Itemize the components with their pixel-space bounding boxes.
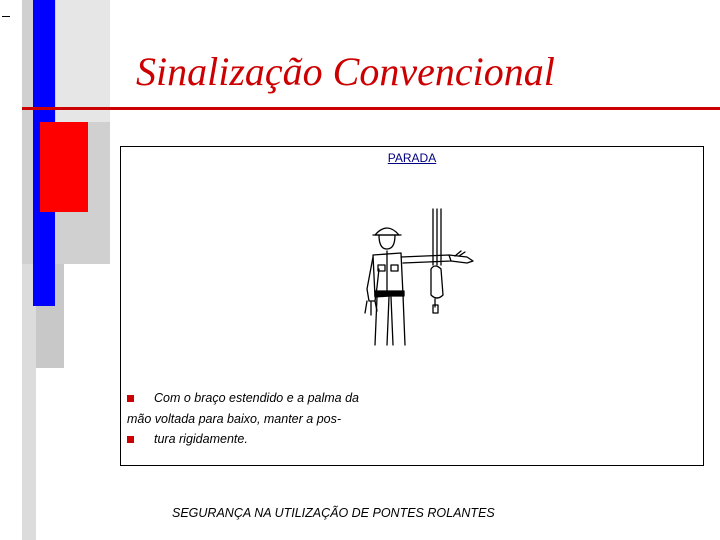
description-line-2: mão voltada para baixo, manter a pos- <box>127 412 342 426</box>
title-underline <box>22 107 720 110</box>
footer-text: SEGURANÇA NA UTILIZAÇÃO DE PONTES ROLANTES <box>172 506 495 520</box>
worker-stop-signal-illustration <box>349 205 489 355</box>
white-inner-panel <box>56 0 110 122</box>
description-line-3: tura rigidamente. <box>127 432 248 446</box>
corner-tick <box>2 16 10 17</box>
description-line-1: Com o braço estendido e a palma da <box>127 391 359 405</box>
bullet-square-icon <box>127 395 134 402</box>
bullet-square-icon <box>127 436 134 443</box>
slide-title: Sinalização Convencional <box>136 49 555 94</box>
red-block <box>40 122 88 212</box>
content-box <box>120 146 704 466</box>
signal-heading: PARADA <box>387 151 437 165</box>
